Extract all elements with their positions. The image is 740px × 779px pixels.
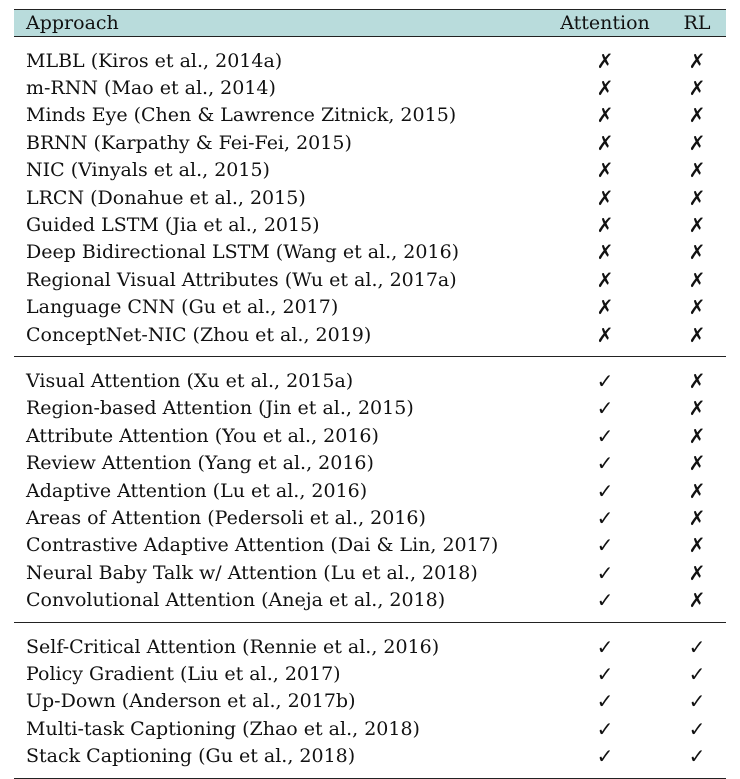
rl-cross-icon: ✗ [688, 505, 706, 530]
approach-cell: Visual Attention (Xu et al., 2015a) [14, 357, 542, 395]
approach-cell: Minds Eye (Chen & Lawrence Zitnick, 2015) [26, 104, 457, 127]
attention-check-icon: ✓ [596, 560, 614, 585]
approach-cell: Region-based Attention (Jin et al., 2015) [26, 397, 414, 420]
rl-check-icon: ✓ [668, 742, 726, 778]
rl-cross-icon: ✗ [688, 130, 706, 155]
attention-check-icon: ✓ [596, 533, 614, 558]
attention-check-icon: ✓ [596, 588, 614, 613]
attention-check-icon: ✓ [596, 423, 614, 448]
attention-cross-icon: ✗ [596, 213, 614, 238]
approach-cell: Up-Down (Anderson et al., 2017b) [26, 690, 356, 713]
approach-cell: Policy Gradient (Liu et al., 2017) [26, 662, 341, 685]
header-attention: Attention [542, 10, 668, 37]
rl-cross-icon: ✗ [688, 267, 706, 292]
rl-cross-icon: ✗ [688, 76, 706, 101]
approach-cell: ConceptNet-NIC (Zhou et al., 2019) [26, 323, 372, 346]
approach-cell: Regional Visual Attributes (Wu et al., 2017a) [26, 268, 457, 291]
attention-cross-icon: ✗ [596, 103, 614, 128]
table-group-attention [14, 357, 726, 623]
rl-check-icon: ✓ [688, 716, 706, 741]
table-row [14, 357, 726, 395]
table-row [14, 37, 726, 75]
approach-cell: Areas of Attention (Pedersoli et al., 2016) [26, 506, 426, 529]
rl-cross-icon: ✗ [688, 396, 706, 421]
attention-cross-icon: ✗ [596, 267, 614, 292]
approach-comparison-table [14, 9, 726, 779]
rl-cross-icon: ✗ [688, 158, 706, 183]
table-row [14, 532, 726, 559]
attention-cross-icon: ✗ [596, 158, 614, 183]
table-row [14, 586, 726, 622]
rl-cross-icon: ✗ [688, 451, 706, 476]
rl-cross-icon: ✗ [688, 240, 706, 265]
rl-cross-icon: ✗ [688, 213, 706, 238]
approach-cell: NIC (Vinyals et al., 2015) [26, 159, 270, 182]
rl-cross-icon: ✗ [688, 295, 706, 320]
attention-check-icon: ✓ [542, 357, 668, 395]
attention-cross-icon: ✗ [596, 295, 614, 320]
attention-cross-icon: ✗ [596, 76, 614, 101]
table-row [14, 129, 726, 156]
attention-check-icon: ✓ [596, 689, 614, 714]
rl-cross-icon: ✗ [688, 533, 706, 558]
approach-cell: Multi-task Captioning (Zhao et al., 2018) [26, 717, 420, 740]
approach-cell: Review Attention (Yang et al., 2016) [26, 452, 374, 475]
rl-cross-icon: ✗ [688, 322, 706, 347]
approach-cell: Contrastive Adaptive Attention (Dai & Lin, 2017) [26, 534, 499, 557]
attention-check-icon: ✓ [596, 505, 614, 530]
rl-cross-icon: ✗ [688, 103, 706, 128]
rl-check-icon: ✓ [688, 661, 706, 686]
attention-cross-icon: ✗ [596, 130, 614, 155]
attention-check-icon: ✓ [596, 396, 614, 421]
approach-cell: Self-Critical Attention (Rennie et al., 2016) [14, 622, 542, 660]
attention-check-icon: ✓ [542, 622, 668, 660]
approach-cell: MLBL (Kiros et al., 2014a) [26, 49, 283, 72]
attention-check-icon: ✓ [596, 661, 614, 686]
approach-cell: Guided LSTM (Jia et al., 2015) [26, 214, 320, 237]
table-row [14, 504, 726, 531]
table-row [14, 660, 726, 687]
approach-cell: Attribute Attention (You et al., 2016) [26, 424, 379, 447]
table-row [14, 74, 726, 101]
table-row [14, 395, 726, 422]
table-row [14, 184, 726, 211]
rl-check-icon: ✓ [668, 622, 726, 660]
header-approach: Approach [14, 10, 542, 37]
approach-cell: m-RNN (Mao et al., 2014) [26, 77, 276, 100]
table-row [14, 477, 726, 504]
approach-cell: BRNN (Karpathy & Fei-Fei, 2015) [26, 131, 352, 154]
table-row [14, 157, 726, 184]
table-header [14, 10, 726, 37]
approach-cell: Convolutional Attention (Aneja et al., 2018) [26, 589, 446, 612]
attention-cross-icon: ✗ [596, 48, 614, 73]
rl-cross-icon: ✗ [668, 357, 726, 395]
table-row [14, 742, 726, 778]
attention-cross-icon: ✗ [596, 185, 614, 210]
rl-cross-icon: ✗ [688, 560, 706, 585]
approach-cell: Language CNN (Gu et al., 2017) [26, 296, 339, 319]
table-row [14, 622, 726, 660]
header-row [14, 10, 726, 37]
rl-cross-icon: ✗ [688, 478, 706, 503]
table-row [14, 294, 726, 321]
table-row [14, 422, 726, 449]
attention-check-icon: ✓ [596, 716, 614, 741]
attention-cross-icon: ✗ [596, 240, 614, 265]
attention-check-icon: ✓ [596, 451, 614, 476]
attention-check-icon: ✓ [596, 478, 614, 503]
approach-cell: Neural Baby Talk w/ Attention (Lu et al., 2018) [26, 561, 478, 584]
rl-check-icon: ✓ [688, 689, 706, 714]
table-row [14, 102, 726, 129]
rl-cross-icon: ✗ [688, 423, 706, 448]
header-rl: RL [668, 10, 726, 37]
table-row [14, 211, 726, 238]
table-row [14, 449, 726, 476]
approach-cell: Stack Captioning (Gu et al., 2018) [14, 742, 542, 778]
table-row [14, 559, 726, 586]
approach-cell: Deep Bidirectional LSTM (Wang et al., 2016) [26, 241, 460, 264]
rl-cross-icon: ✗ [688, 588, 706, 613]
table-row [14, 239, 726, 266]
approach-cell: LRCN (Donahue et al., 2015) [26, 186, 306, 209]
table-group-no-attention [14, 37, 726, 357]
table-row [14, 715, 726, 742]
table-group-attention-rl [14, 622, 726, 778]
table-row [14, 321, 726, 357]
rl-cross-icon: ✗ [688, 48, 706, 73]
table-row [14, 688, 726, 715]
approach-cell: Adaptive Attention (Lu et al., 2016) [26, 479, 368, 502]
attention-cross-icon: ✗ [596, 322, 614, 347]
attention-check-icon: ✓ [542, 742, 668, 778]
table-row [14, 266, 726, 293]
rl-cross-icon: ✗ [688, 185, 706, 210]
